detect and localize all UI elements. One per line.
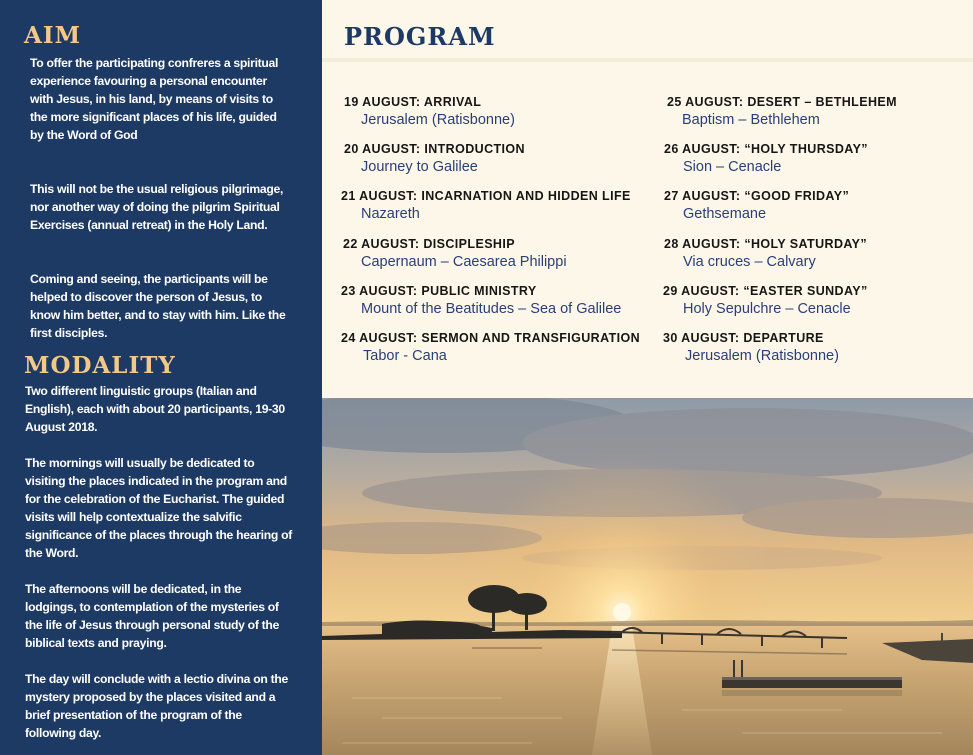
- program-day-label: 20 AUGUST: INTRODUCTION: [344, 142, 525, 156]
- program-day-30: [663, 331, 839, 364]
- program-day-place: Journey to Galilee: [361, 159, 478, 175]
- sunset-lake-photo: [322, 398, 973, 755]
- program-day-place: Sion – Cenacle: [683, 159, 782, 175]
- program-day-24: [341, 331, 640, 364]
- program-day-20: [344, 142, 525, 175]
- program-heading: PROGRAM: [344, 22, 496, 51]
- aim-heading: AIM: [24, 22, 82, 49]
- program-day-place: Mount of the Beatitudes – Sea of Galilee: [361, 301, 622, 317]
- modality-paragraph-1: Two different linguistic groups (Italian and English), each with about 20 participants, 19-30 August 2018.: [25, 384, 285, 434]
- program-day-label: 24 AUGUST: SERMON AND TRANSFIGURATION: [341, 331, 641, 345]
- modality-paragraph-3: The afternoons will be dedicated, in the lodgings, to contemplation of the mysteries of the life of Jesus through personal study of the biblical texts and praying.: [25, 582, 280, 650]
- title-divider: [322, 58, 973, 62]
- program-day-place: Capernaum – Caesarea Philippi: [361, 254, 567, 270]
- aim-paragraph-1: To offer the participating confreres a spiritual experience favouring a personal encounter with Jesus, in his land, by means of visits to the more significant places of his life, guided by the Word of God: [30, 56, 279, 142]
- program-day-21: [341, 189, 631, 222]
- aim-paragraph-3: Coming and seeing, the participants will be helped to discover the person of Jesus, to know him better, and to stay with him. Like the first disciples.: [30, 272, 286, 340]
- program-day-label: 19 AUGUST: ARRIVAL: [344, 95, 482, 109]
- program-day-label: 25 AUGUST: DESERT – BETHLEHEM: [667, 95, 897, 109]
- modality-paragraph-2: The mornings will usually be dedicated to visiting the places indicated in the program and for the celebration of the Eucharist. The guided visits will help contextualize the salvific significance of the places through the hearing of the Word.: [25, 456, 292, 560]
- program-panel: [322, 0, 973, 398]
- modality-paragraph-4: The day will conclude with a lectio divina on the mystery proposed by the places visited and a brief presentation of the program of the following day.: [25, 672, 288, 740]
- left-info-panel: [0, 0, 322, 755]
- aim-paragraph-2: This will not be the usual religious pilgrimage, nor another way of doing the pilgrim Spiritual Exercises (annual retreat) in the Holy Land.: [30, 182, 284, 232]
- program-day-place: Nazareth: [361, 206, 420, 222]
- program-day-label: 29 AUGUST: “EASTER SUNDAY”: [663, 284, 868, 298]
- modality-heading: MODALITY: [24, 352, 176, 379]
- program-day-19: [344, 95, 515, 128]
- program-day-place: Tabor - Cana: [363, 348, 447, 364]
- program-day-25: [667, 95, 897, 128]
- program-day-26: [664, 142, 868, 175]
- program-day-29: [663, 284, 868, 317]
- program-day-label: 30 AUGUST: DEPARTURE: [663, 331, 824, 345]
- program-day-label: 28 AUGUST: “HOLY SATURDAY”: [664, 237, 868, 251]
- program-day-27: [664, 189, 849, 222]
- program-day-place: Baptism – Bethlehem: [682, 112, 820, 128]
- program-day-place: Via cruces – Calvary: [683, 254, 816, 270]
- program-day-23: [341, 284, 621, 317]
- program-day-22: [343, 237, 567, 270]
- program-day-label: 26 AUGUST: “HOLY THURSDAY”: [664, 142, 868, 156]
- program-day-label: 21 AUGUST: INCARNATION AND HIDDEN LIFE: [341, 189, 631, 203]
- program-day-place: Jerusalem (Ratisbonne): [361, 112, 515, 128]
- program-day-place: Holy Sepulchre – Cenacle: [683, 301, 851, 317]
- sun: [613, 603, 631, 621]
- program-day-place: Gethsemane: [683, 206, 767, 222]
- program-day-place: Jerusalem (Ratisbonne): [685, 348, 839, 364]
- program-day-label: 23 AUGUST: PUBLIC MINISTRY: [341, 284, 537, 298]
- program-day-28: [664, 237, 867, 270]
- program-day-label: 27 AUGUST: “GOOD FRIDAY”: [664, 189, 850, 203]
- program-day-label: 22 AUGUST: DISCIPLESHIP: [343, 237, 515, 251]
